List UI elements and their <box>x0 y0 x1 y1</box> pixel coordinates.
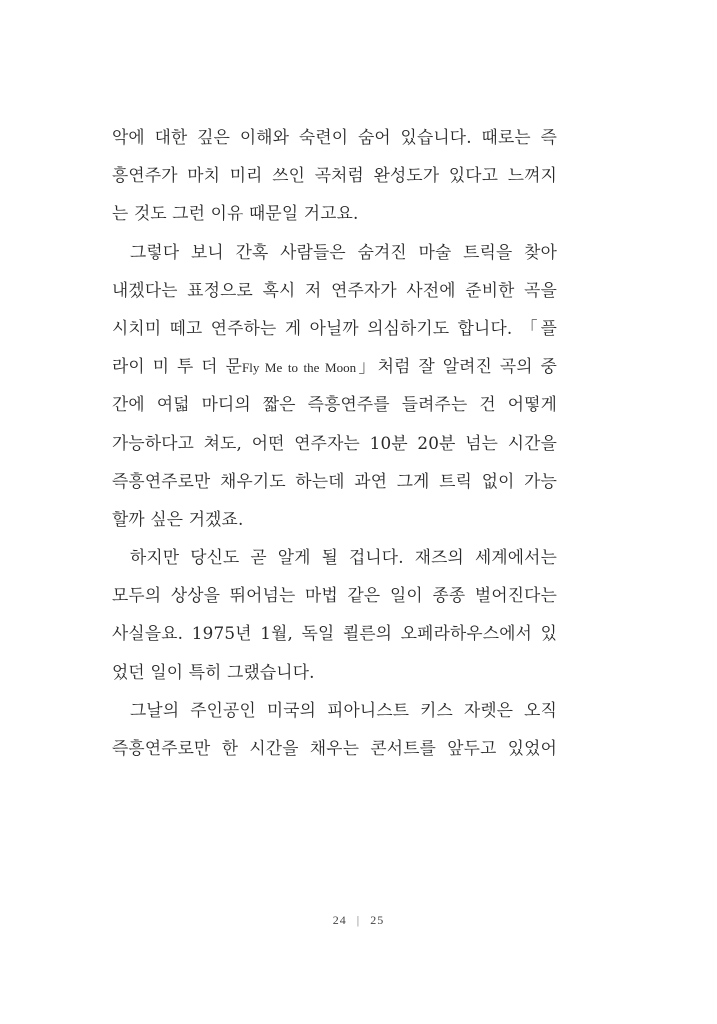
text-line: 할까 싶은 거겠죠. <box>112 508 244 529</box>
text-line: 모두의 상상을 뛰어넘는 마법 같은 일이 종종 벌어진다는 <box>112 585 557 606</box>
text-line: 즉흥연주로만 한 시간을 채우는 콘서트를 앞두고 있었어 <box>112 738 557 758</box>
text-line: 흥연주가 마치 미리 쓰인 곡처럼 완성도가 있다고 느껴지 <box>112 165 557 186</box>
text-line: 악에 대한 깊은 이해와 숙련이 숨어 있습니다. 때로는 즉 <box>112 127 557 147</box>
text-line: 간에 여덟 마디의 짧은 즉흥연주를 들려주는 건 어떻게 <box>112 394 557 415</box>
text-line: 사실을요. 1975년 1월, 독일 쾰른의 오페라하우스에서 있 <box>112 623 557 644</box>
body-text <box>112 118 557 767</box>
text-line-with-english-title <box>112 347 557 385</box>
right-page-number: 25 <box>370 913 385 927</box>
text-line: 하지만 당신도 곧 알게 될 겁니다. 재즈의 세계에서는 <box>130 547 557 568</box>
text-continuation: 」처럼 잘 알려진 곡의 중 <box>356 356 557 377</box>
left-page-number: 24 <box>332 913 347 927</box>
text-line: 가능하다고 쳐도, 어떤 연주자는 10분 20분 넘는 시간을 <box>112 432 557 453</box>
text-line: 즉흥연주로만 채우기도 하는데 과연 그게 트릭 없이 가능 <box>112 470 557 491</box>
text-line: 는 것도 그런 이유 때문일 거고요. <box>112 203 359 224</box>
page-number-separator: | <box>356 913 361 927</box>
text-line: 그날의 주인공인 미국의 피아니스트 키스 자렛은 오직 <box>130 699 557 720</box>
text-line: 그렇다 보니 간혹 사람들은 숨겨진 마술 트릭을 찾아 <box>130 241 557 262</box>
english-title-text: Fly Me to the Moon <box>241 360 357 376</box>
page-numbers <box>0 913 717 928</box>
text-line: 시치미 떼고 연주하는 게 아닐까 의심하기도 합니다. 「플 <box>112 317 557 338</box>
text-line: 었던 일이 특히 그랬습니다. <box>112 661 315 682</box>
text-line: 내겠다는 표정으로 혹시 저 연주자가 사전에 준비한 곡을 <box>112 279 557 300</box>
korean-title-text: 라이 미 투 더 문 <box>112 356 242 377</box>
